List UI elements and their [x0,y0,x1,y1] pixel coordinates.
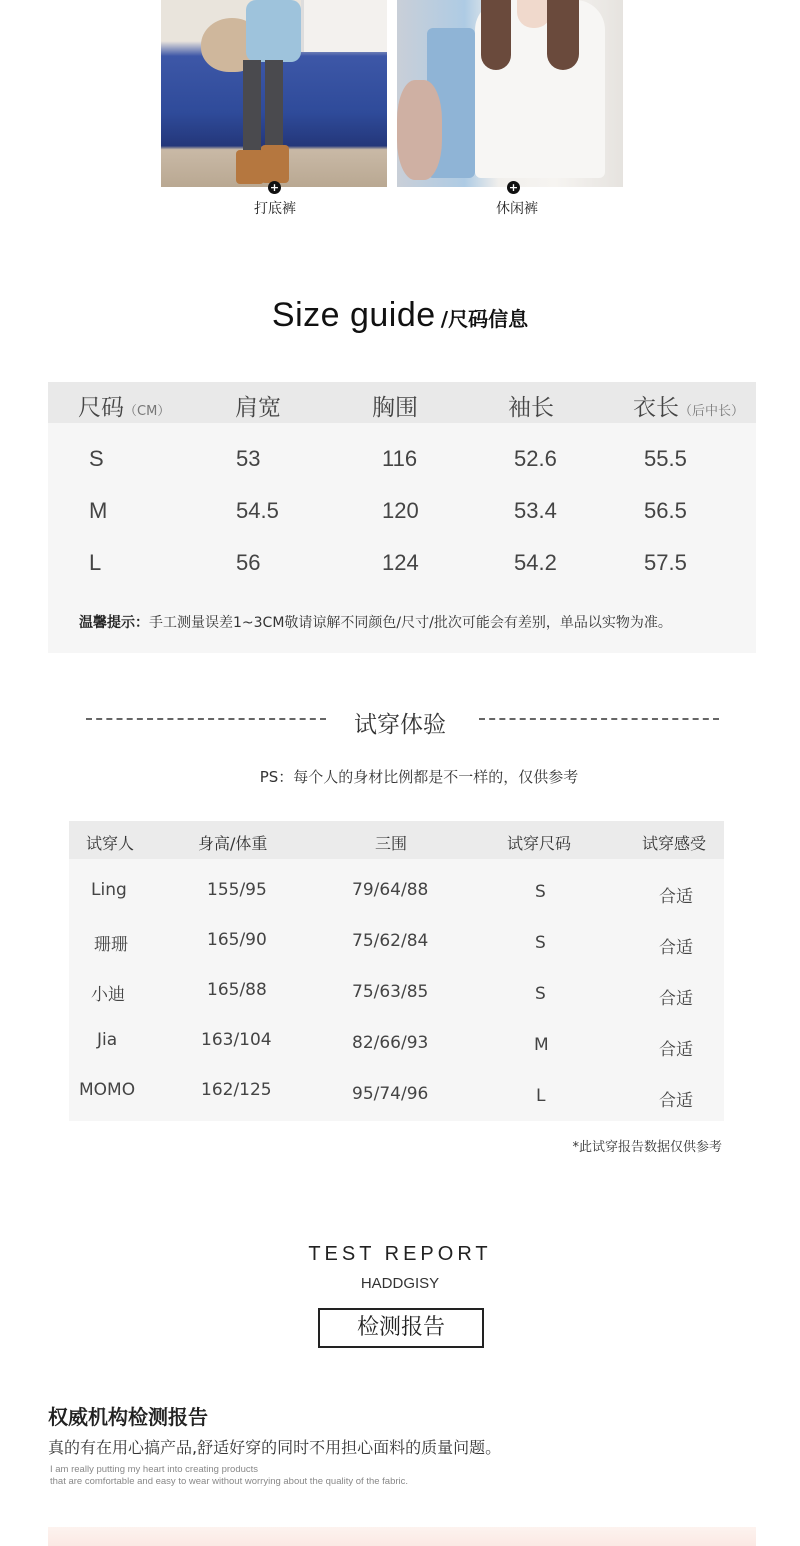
size-cell: 53 [236,446,261,471]
fitting-cell: S [535,882,546,902]
fitting-cell: 合适 [659,887,693,907]
product-label: 打底裤 [254,201,296,217]
fitting-cell: 合适 [659,1091,693,1111]
size-cell: M [89,498,108,523]
fitting-cell: S [535,984,546,1004]
fitting-cell: M [534,1035,549,1055]
fitting-title [0,706,800,736]
fitting-cell: L [536,1086,546,1106]
size-header-cell: 肩宽 [235,395,281,421]
size-cell: 52.6 [514,446,557,471]
plus-icon: + [269,181,280,194]
size-guide-title-cn: /尺码信息 [440,307,529,331]
size-header-cell: 尺码（CM） [78,395,171,421]
divider [479,718,719,720]
size-guide-title-en: Size guide [271,296,436,334]
size-cell: 56 [236,550,261,575]
size-guide-title [0,296,800,335]
fitting-cell: 合适 [659,938,693,958]
fitting-header-cell: 试穿感受 [642,834,707,853]
fitting-footnote: *此试穿报告数据仅供参考 [572,1140,722,1155]
size-table [48,382,756,653]
size-header-cell: 衣长（后中长） [633,395,745,421]
fitting-cell: 79/64/88 [352,880,429,900]
fitting-table [69,821,724,1121]
product-label: 休闲裤 [496,201,538,217]
fitting-header-cell: 试穿尺码 [507,834,572,853]
size-table-header [48,382,756,423]
fitting-header-cell: 试穿人 [86,834,135,853]
size-cell: L [89,550,102,575]
description-en-line: that are comfortable and easy to wear without worrying about the quality of the fabric. [50,1476,409,1487]
size-cell: 54.2 [514,550,557,575]
fitting-cell: MOMO [79,1080,136,1100]
tip-text: 手工测量误差1~3CM敬请谅解不同颜色/尺寸/批次可能会有差别，单品以实物为准。 [149,615,672,631]
fitting-cell: 75/63/85 [352,982,429,1002]
size-cell: 56.5 [644,498,687,523]
brand-name: HADDGISY [360,1275,440,1292]
fitting-cell: 163/104 [201,1030,272,1050]
size-header-cell: 胸围 [372,395,418,421]
size-cell: S [89,446,104,471]
size-cell: 53.4 [514,498,557,523]
fitting-cell: 82/66/93 [352,1033,429,1053]
size-cell: 124 [382,550,419,575]
fitting-cell: 小迪 [91,985,125,1005]
fitting-table-header [69,821,724,859]
fitting-cell: 75/62/84 [352,931,429,951]
report-image-top [48,1527,756,1546]
fitting-title-text: 试穿体验 [354,712,446,738]
measurement-tip [79,612,672,632]
fitting-cell: 珊珊 [94,935,128,955]
authority-report-description-en [50,1464,408,1488]
test-report-title-cn: 检测报告 [318,1308,484,1348]
fitting-cell: 155/95 [207,880,267,900]
size-cell: 116 [382,446,418,471]
size-cell: 57.5 [644,550,687,575]
description-en-line: I am really putting my heart into creating products [50,1464,259,1475]
size-cell: 120 [382,498,419,523]
fitting-cell: Ling [91,880,127,900]
fitting-cell: 95/74/96 [352,1084,429,1104]
fitting-header-cell: 身高/体重 [198,834,268,853]
fitting-cell: S [535,933,546,953]
size-cell: 54.5 [236,498,279,523]
fitting-cell: 合适 [659,1040,693,1060]
authority-report-description: 真的有在用心搞产品,舒适好穿的同时不用担心面料的质量问题。 [48,1438,502,1457]
plus-icon: + [508,181,519,194]
fitting-cell: 165/90 [207,930,267,950]
fitting-header-cell: 三围 [375,834,408,853]
test-report-title-en: TEST REPORT [308,1243,492,1265]
product-photo-casual-pants[interactable] [397,0,623,187]
tip-label: 温馨提示： [79,615,149,631]
size-cell: 55.5 [644,446,687,471]
fitting-cell: 合适 [659,989,693,1009]
fitting-note: PS：每个人的身材比例都是不一样的，仅供参考 [259,768,579,786]
fitting-cell: 162/125 [201,1080,272,1100]
fitting-cell: Jia [97,1030,118,1050]
authority-report-heading: 权威机构检测报告 [48,1405,208,1429]
product-photo-leggings[interactable] [161,0,387,187]
size-header-cell: 袖长 [508,395,554,421]
fitting-cell: 165/88 [207,980,267,1000]
